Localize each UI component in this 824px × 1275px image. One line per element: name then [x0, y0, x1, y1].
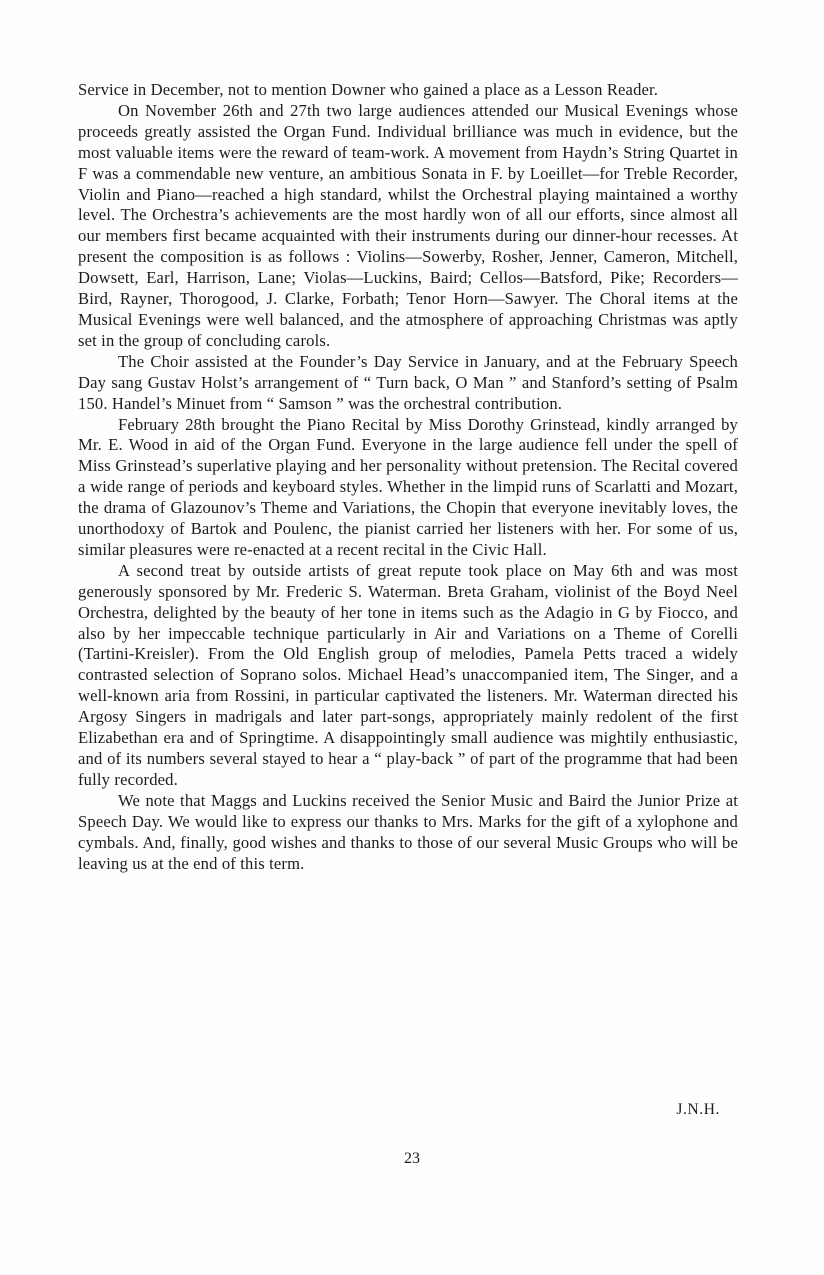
page-number: 23 [404, 1150, 420, 1167]
paragraph-3: The Choir assisted at the Founder’s Day Service in January, and at the February Speech Day sang Gustav Holst’s arrangement of “ Turn back, O Man ” and Stanford’s setting of Psalm 150. Handel’s Minuet from “ Samson ” was the orchestral contribution. [78, 351, 738, 413]
paragraph-5: A second treat by outside artists of great repute took place on May 6th and was most generously sponsored by Mr. Frederic S. Waterman. Breta Graham, violinist of the Boyd Neel Orchestra, delighted by the beauty of her tone in items such as the Adagio in G by Fiocco, and also by her impeccable technique particularly in Air and Variations on a Theme of Corelli (Tartini-Kreisler). From the Old English group of melodies, Pamela Petts traced a widely contrasted selection of Soprano solos. Michael Head’s unaccompanied item, The Singer, and a well-known aria from Rossini, in particular captivated the listeners. Mr. Waterman directed his Argosy Singers in madrigals and later part-songs, appropriately mainly redolent of the first Elizabethan era and of Springtime. A disappointingly small audience was mightily enthusiastic, and of its numbers several stayed to hear a “ play-back ” of part of the programme that had been fully recorded. [78, 560, 738, 789]
paragraph-2: On November 26th and 27th two large audiences attended our Musical Evenings whose proceeds greatly assisted the Organ Fund. Individual brilliance was much in evidence, but the most valuable items were the reward of team-work. A movement from Haydn’s String Quartet in F was a commendable new venture, an ambitious Sonata in F. by Loeillet—for Treble Recorder, Violin and Piano—reached a high standard, whilst the Orchestral playing maintained a worthy level. The Orchestra’s achievements are the most hardly won of all our efforts, since almost all our members first became acquainted with their instruments during our dinner-hour recesses. At present the composition is as follows : Violins—Sowerby, Rosher, Jenner, Cameron, Mitchell, Dowsett, Earl, Harrison, Lane; Violas—Luckins, Baird; Cellos—Batsford, Pike; Recorders—Bird, Rayner, Thorogood, J. Clarke, Forbath; Tenor Horn—Sawyer. The Choral items at the Musical Evenings were well balanced, and the atmosphere of approaching Christmas was aptly set in the group of concluding carols. [78, 100, 738, 350]
paragraph-1: Service in December, not to mention Downer who gained a place as a Lesson Reader. [78, 80, 659, 99]
paragraph-6: We note that Maggs and Luckins received the Senior Music and Baird the Junior Prize at Speech Day. We would like to express our thanks to Mrs. Marks for the gift of a xylophone and cymbals. And, finally, good wishes and thanks to those of our several Music Groups who will be leaving us at the end of this term. [78, 790, 738, 873]
author-initials: J.N.H. [676, 1101, 720, 1118]
paragraph-4: February 28th brought the Piano Recital by Miss Dorothy Grinstead, kindly arranged by Mr. E. Wood in aid of the Organ Fund. Everyone in the large audience fell under the spell of Miss Grinstead’s superlative playing and her personality without pretension. The Recital covered a wide range of periods and keyboard styles. Whether in the limpid runs of Scarlatti and Mozart, the drama of Glazounov’s Theme and Variations, the Chopin that everyone inevitably loves, the unorthodoxy of Bartok and Poulenc, the pianist carried her listeners with her. For some of us, similar pleasures were re-enacted at a recent recital in the Civic Hall. [78, 414, 738, 559]
article-body [78, 80, 738, 874]
